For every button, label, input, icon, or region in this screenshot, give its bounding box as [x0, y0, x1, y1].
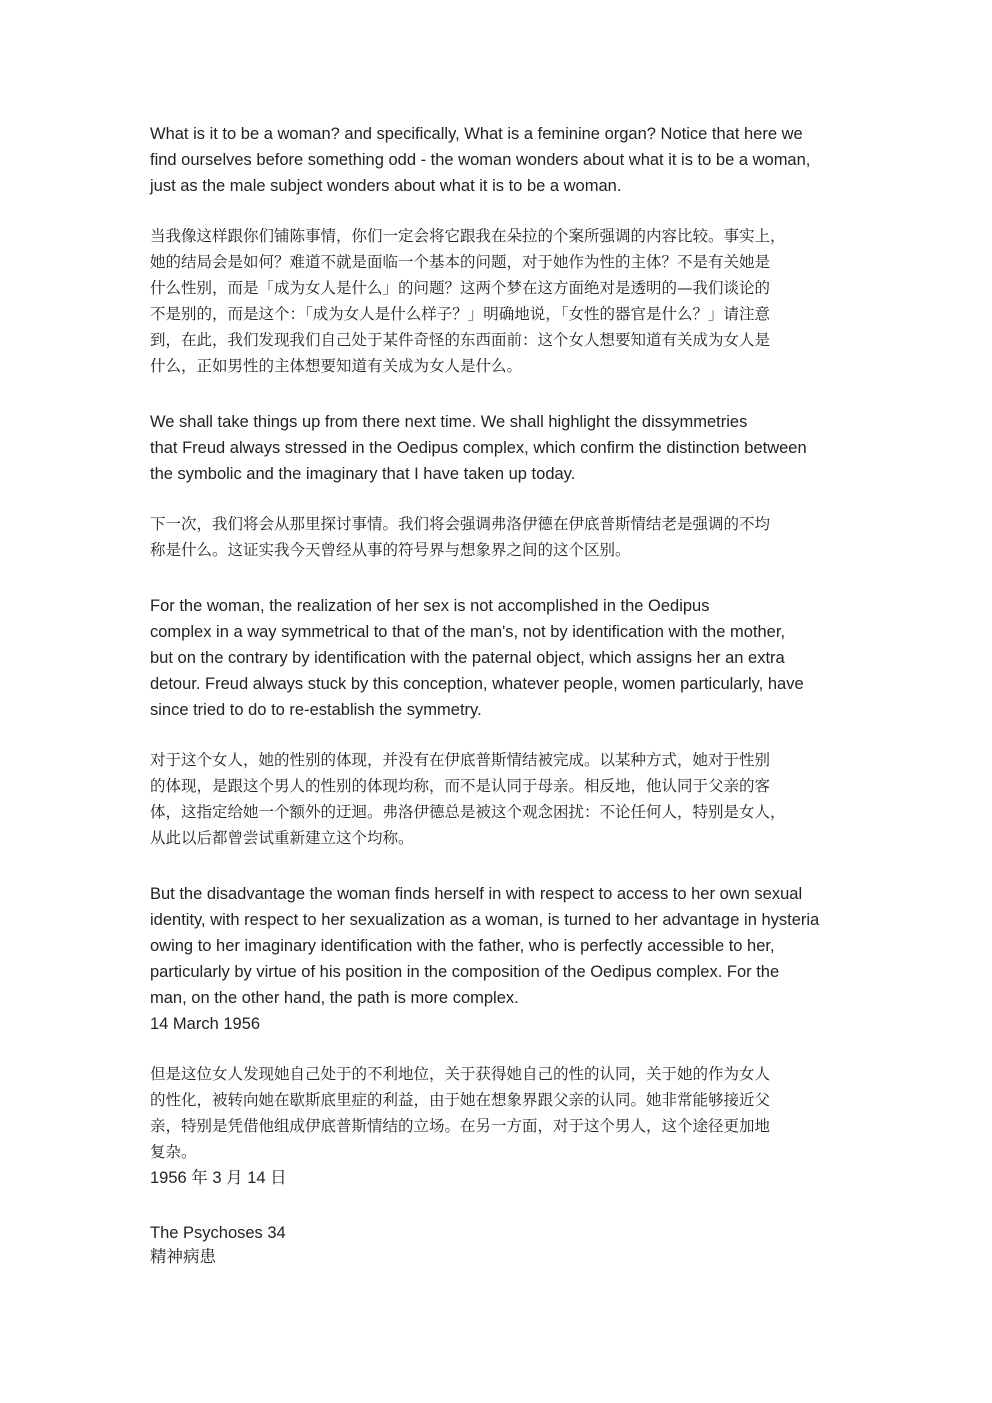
paragraph-4-chinese: 但是这位女人发现她自己处于的不利地位，关于获得她自己的性的认同，关于她的作为女人 的性化，被转向她在歇斯底里症的利益，由于她在想象界跟父亲的认同。她非常能够接近父 亲，特别是凭借他组成伊底普斯情结的立场。在另一方面，对于这个男人，这个途径更加地 复杂。: [150, 1065, 771, 1161]
paragraph-2-chinese: 下一次，我们将会从那里探讨事情。我们将会强调弗洛伊德在伊底普斯情结老是强调的不均 称是什么。这证实我今天曾经从事的符号界与想象界之间的这个区别。: [150, 515, 771, 559]
footer-title-chinese: 精神病患: [150, 1248, 216, 1266]
document-page: [150, 121, 842, 1269]
footer-title-english: The Psychoses 34: [150, 1224, 286, 1242]
paragraph-3-english: For the woman, the realization of her sex is not accomplished in the Oedipus complex in a way symmetrical to that of the man's, not by identification with the mother, but on the contrary by identification with the paternal object, which assigns her an extra detour. Freud always stuck by this conception, whatever people, women particularly, have since tried to do to re-establish the symmetry.: [150, 597, 804, 719]
paragraph-3-chinese: 对于这个女人，她的性别的体现，并没有在伊底普斯情结被完成。以某种方式，她对于性别 的体现，是跟这个男人的性别的体现均称，而不是认同于母亲。相反地，他认同于父亲的客 体，这指定给她一个额外的迂迴。弗洛伊德总是被这个观念困扰：不论任何人，特别是女人， 从此以后都曾尝试重新建立这个均称。: [150, 751, 786, 847]
paragraph-1-english: What is it to be a woman? and specifically, What is a feminine organ? Notice that here we find ourselves before something odd - the woman wonders about what it is to be a woman, just as the male subject wonders about what it is to be a woman.: [150, 125, 811, 195]
paragraph-4-english: But the disadvantage the woman finds herself in with respect to access to her own sexual identity, with respect to her sexualization as a woman, is turned to her advantage in hysteria owing to her imaginary identification with the father, who is perfectly accessible to her, particularly by virtue of his position in the composition of the Oedipus complex. For the man, on the other hand, the path is more complex.: [150, 885, 820, 1007]
date-english: 14 March 1956: [150, 1015, 261, 1033]
paragraph-2-english: We shall take things up from there next time. We shall highlight the dissymmetries that Freud always stressed in the Oedipus complex, which confirm the distinction between the symbolic and the imaginary that I have taken up today.: [150, 413, 807, 483]
date-chinese: 1956 年 3 月 14 日: [150, 1169, 287, 1187]
paragraph-1-chinese: 当我像这样跟你们铺陈事情，你们一定会将它跟我在朵拉的个案所强调的内容比较。事实上， 她的结局会是如何？难道不就是面临一个基本的问题，对于她作为性的主体？不是有关她是 什么性别，而是「成为女人是什么」的问题？这两个梦在这方面绝对是透明的—我们谈论的 不是别的，而是这个：「成为女人是什么样子？」明确地说，「女性的器官是什么？」请注意 到，在此，我们发现我们自己处于某件奇怪的东西面前：这个女人想要知道有关成为女人是 什么，正如男性的主体想要知道有关成为女人是什么。: [150, 227, 786, 375]
